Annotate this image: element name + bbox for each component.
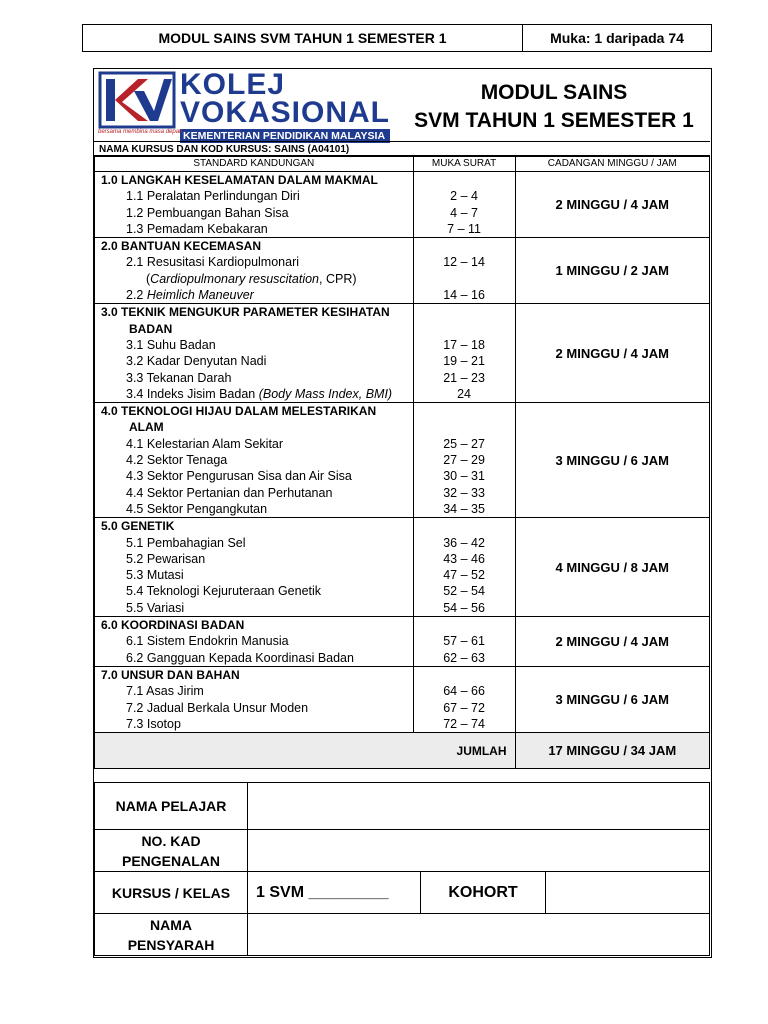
topic-item: 1.2 Pembuangan Bahan Sisa <box>126 205 289 220</box>
topic-item: 6.2 Gangguan Kepada Koordinasi Badan <box>126 650 354 665</box>
lecturer-label-line1: NAMA <box>150 916 192 933</box>
total-label: JUMLAH <box>95 733 516 769</box>
section-pages <box>413 518 515 617</box>
topic-item: 5.5 Variasi <box>126 600 185 615</box>
student-info-form <box>94 782 710 956</box>
topic-item: 7.1 Asas Jirim <box>126 684 204 699</box>
page-range: 36 – 42 <box>443 535 485 550</box>
section-row <box>95 172 710 238</box>
section-title: 3.0 TEKNIK MENGUKUR PARAMETER KESIHATAN <box>101 305 390 320</box>
page-range: 7 – 11 <box>447 221 481 236</box>
cover-title-line2: SVM TAHUN 1 SEMESTER 1 <box>414 109 694 132</box>
topic-item: 2.2 Heimlich Maneuver <box>126 288 254 303</box>
section-topics <box>95 518 414 617</box>
page-range: 21 – 23 <box>443 370 485 385</box>
section-title: 5.0 GENETIK <box>101 519 175 534</box>
section-topics <box>95 172 414 238</box>
section-title-continuation: ALAM <box>129 420 164 435</box>
student-name-label: NAMA PELAJAR <box>95 783 248 830</box>
cohort-label: KOHORT <box>421 872 546 914</box>
ic-number-field[interactable] <box>248 830 710 872</box>
section-duration: 3 MINGGU / 6 JAM <box>515 403 709 518</box>
lecturer-label-line2: PENSYARAH <box>127 936 215 953</box>
section-duration: 1 MINGGU / 2 JAM <box>515 238 709 304</box>
section-duration: 2 MINGGU / 4 JAM <box>515 304 709 403</box>
cover-title-line1: MODUL SAINS <box>480 81 628 104</box>
topic-item-continuation: (Cardiopulmonary resuscitation, CPR) <box>146 271 357 286</box>
form-row-class <box>95 872 710 914</box>
topic-item: 5.1 Pembahagian Sel <box>126 535 246 550</box>
page-range: 2 – 4 <box>450 189 478 204</box>
page-range: 25 – 27 <box>443 436 485 451</box>
module-title-header: MODUL SAINS SVM TAHUN 1 SEMESTER 1 <box>83 25 523 51</box>
topic-item: 4.3 Sektor Pengurusan Sisa dan Air Sisa <box>126 469 352 484</box>
section-pages <box>413 304 515 403</box>
page-range: 54 – 56 <box>443 600 485 615</box>
section-title: 1.0 LANGKAH KESELAMATAN DALAM MAKMAL <box>101 173 378 187</box>
ic-label-line2: PENGENALAN <box>121 852 220 869</box>
section-title-continuation: BADAN <box>129 321 173 336</box>
logo-line-kolej: KOLEJ <box>180 68 286 101</box>
cohort-field[interactable] <box>546 872 710 914</box>
col-standard-kandungan: STANDARD KANDUNGAN <box>95 157 414 172</box>
page-range: 62 – 63 <box>443 650 485 665</box>
content-table-header <box>95 157 710 172</box>
section-topics <box>95 238 414 304</box>
logo-wordmark <box>180 68 391 143</box>
logo-ministry: KEMENTERIAN PENDIDIKAN MALAYSIA <box>180 129 390 143</box>
document-header <box>82 24 712 52</box>
section-topics <box>95 304 414 403</box>
kolej-vokasional-logo <box>98 68 394 142</box>
topic-item: 6.1 Sistem Endokrin Manusia <box>126 634 289 649</box>
topic-item: 1.3 Pemadam Kebakaran <box>126 221 268 236</box>
section-row <box>95 666 710 732</box>
topic-item: 3.3 Tekanan Darah <box>126 370 232 385</box>
course-name-code: NAMA KURSUS DAN KOD KURSUS: SAINS (A04101) <box>94 141 710 156</box>
section-duration: 4 MINGGU / 8 JAM <box>515 518 709 617</box>
page-range: 19 – 21 <box>443 354 485 369</box>
lecturer-label <box>95 914 248 956</box>
section-duration: 3 MINGGU / 6 JAM <box>515 666 709 732</box>
section-title: 7.0 UNSUR DAN BAHAN <box>101 667 240 682</box>
page-range: 72 – 74 <box>443 716 485 731</box>
topic-item: 1.1 Peralatan Perlindungan Diri <box>126 189 300 204</box>
page-range: 34 – 35 <box>443 501 485 516</box>
section-pages <box>413 238 515 304</box>
class-label: KURSUS / KELAS <box>95 872 248 914</box>
section-row <box>95 238 710 304</box>
total-value: 17 MINGGU / 34 JAM <box>515 733 709 769</box>
page-range: 43 – 46 <box>443 551 485 566</box>
page-range: 17 – 18 <box>443 337 485 352</box>
topic-item: 3.1 Suhu Badan <box>126 337 216 352</box>
section-row <box>95 617 710 667</box>
section-title: 2.0 BANTUAN KECEMASAN <box>101 239 262 254</box>
section-topics <box>95 666 414 732</box>
topic-item: 5.3 Mutasi <box>126 568 184 583</box>
page-range: 67 – 72 <box>443 700 485 715</box>
topic-item: 7.3 Isotop <box>126 716 181 731</box>
section-row <box>95 403 710 518</box>
section-topics <box>95 403 414 518</box>
page-range: 30 – 31 <box>443 469 485 484</box>
section-title: 6.0 KOORDINASI BADAN <box>101 618 245 633</box>
section-pages <box>413 617 515 667</box>
col-muka-surat: MUKA SURAT <box>413 157 515 172</box>
section-row <box>95 518 710 617</box>
topic-item: 5.2 Pewarisan <box>126 551 206 566</box>
page-range: 4 – 7 <box>450 205 478 220</box>
page-range: 57 – 61 <box>443 634 485 649</box>
page-range: 47 – 52 <box>443 568 485 583</box>
student-name-field[interactable] <box>248 783 710 830</box>
section-row <box>95 304 710 403</box>
lecturer-name-field[interactable] <box>248 914 710 956</box>
topic-item: 3.4 Indeks Jisim Badan (Body Mass Index, BMI) <box>126 386 393 401</box>
logo-tagline: bersama membina masa depan <box>98 129 183 135</box>
kv-emblem-icon <box>98 71 176 129</box>
form-row-student-name <box>95 783 710 830</box>
section-title: 4.0 TEKNOLOGI HIJAU DALAM MELESTARIKAN <box>101 404 377 419</box>
content-table <box>94 156 710 769</box>
page-range: 32 – 33 <box>443 485 485 500</box>
topic-item: 5.4 Teknologi Kejuruteraan Genetik <box>126 584 322 599</box>
module-cover-frame <box>93 68 712 958</box>
topic-item: 4.4 Sektor Pertanian dan Perhutanan <box>126 485 333 500</box>
section-pages <box>413 172 515 238</box>
section-pages <box>413 666 515 732</box>
page-range: 12 – 14 <box>443 255 485 270</box>
col-cadangan: CADANGAN MINGGU / JAM <box>515 157 709 172</box>
section-topics <box>95 617 414 667</box>
total-row <box>95 733 710 769</box>
page-range: 24 <box>457 386 472 401</box>
class-field[interactable]: 1 SVM _________ <box>248 872 421 914</box>
topic-item: 4.5 Sektor Pengangkutan <box>126 501 268 516</box>
section-duration: 2 MINGGU / 4 JAM <box>515 617 709 667</box>
page-info: Muka: 1 daripada 74 <box>550 30 684 46</box>
topic-item: 3.2 Kadar Denyutan Nadi <box>126 354 267 369</box>
logo-line-vokasional: VOKASIONAL <box>180 96 391 129</box>
ic-label-line1: NO. KAD <box>141 832 201 849</box>
topic-item: 4.1 Kelestarian Alam Sekitar <box>126 436 284 451</box>
page-range: 52 – 54 <box>443 584 485 599</box>
form-row-lecturer <box>95 914 710 956</box>
cover-header <box>94 69 710 142</box>
topic-item: 7.2 Jadual Berkala Unsur Moden <box>126 700 309 715</box>
section-pages <box>413 403 515 518</box>
section-duration: 2 MINGGU / 4 JAM <box>515 172 709 238</box>
topic-item: 4.2 Sektor Tenaga <box>126 453 228 468</box>
page-range: 64 – 66 <box>443 684 485 699</box>
cover-title <box>399 79 709 135</box>
form-row-ic <box>95 830 710 872</box>
topic-item: 2.1 Resusitasi Kardiopulmonari <box>126 255 300 270</box>
page-range: 14 – 16 <box>443 288 485 303</box>
ic-label <box>95 830 248 872</box>
page-range: 27 – 29 <box>443 453 485 468</box>
